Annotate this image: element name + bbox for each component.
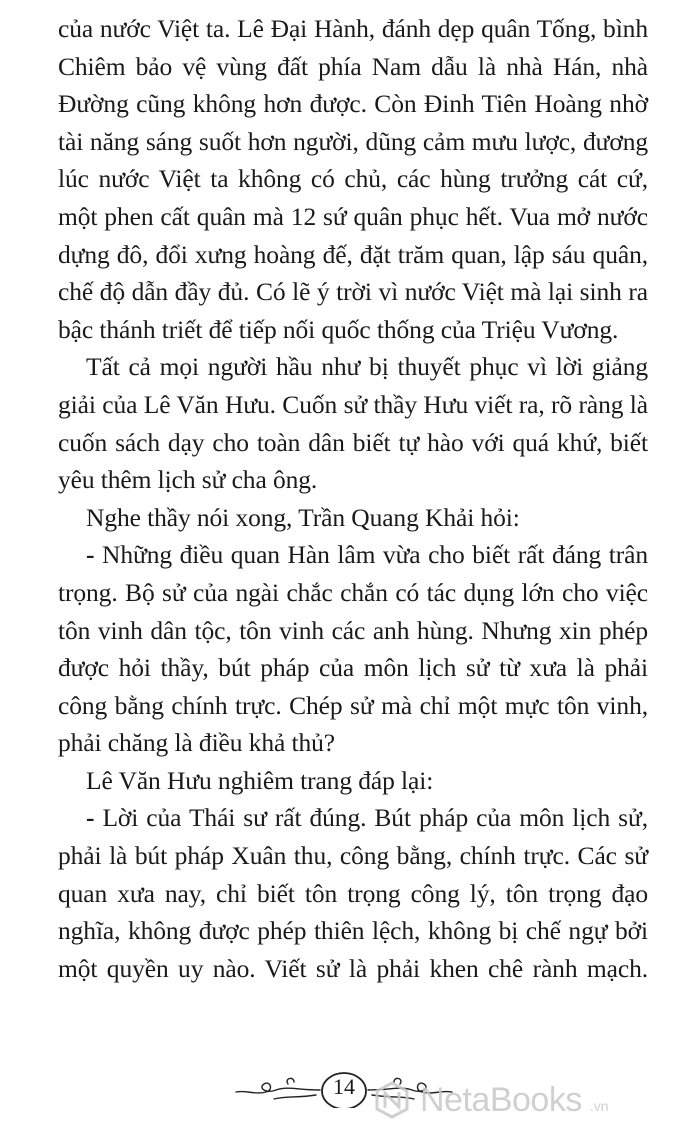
netabooks-logo-icon bbox=[372, 1080, 412, 1120]
page-body bbox=[58, 10, 648, 987]
paragraph-5: Lê Văn Hưu nghiêm trang đáp lại: bbox=[86, 765, 434, 795]
watermark-suffix: .vn bbox=[589, 1098, 609, 1114]
dialogue-dash: - bbox=[86, 540, 95, 570]
paragraph-1: của nước Việt ta. Lê Đại Hành, đánh dẹp quân Tống, bình Chiêm bảo vệ vùng đất phía Nam dẫu là nhà Hán, nhà Đường cũng không hơn được. Còn Đinh Tiên Hoàng nhờ tài năng sáng suốt hơn người, dũng cảm mưu lược, đương lúc nước Việt ta không có chủ, các hùng trưởng cát cứ, một phen cất quân mà 12 sứ quân phục hết. Vua mở nước dựng đô, đổi xưng hoàng đế, đặt trăm quan, lập sáu quân, chế độ dẫn đầy đủ. Có lẽ ý trời vì nước Việt mà lại sinh ra bậc thánh triết để tiếp nối quốc thống của Triệu Vương. bbox=[58, 14, 648, 344]
paragraph-3: Nghe thầy nói xong, Trần Quang Khải hỏi: bbox=[86, 502, 520, 532]
paragraph-4-text: Những điều quan Hàn lâm vừa cho biết rất đáng trân trọng. Bộ sử của ngài chắc chắn có tác dụng lớn cho việc tôn vinh dân tộc, tôn vinh các anh hùng. Nhưng xin phép được hỏi thầy, bút pháp của môn lịch sử từ xưa là phải công bằng chính trực. Chép sử mà chỉ một mực tôn vinh, phải chăng là điều khả thủ? bbox=[58, 540, 648, 758]
paragraph-4 bbox=[58, 536, 648, 762]
watermark-text: NetaBooks bbox=[420, 1080, 582, 1119]
dialogue-dash: - bbox=[86, 803, 95, 833]
paragraph-6-text: Lời của Thái sư rất đúng. Bút pháp của môn lịch sử, phải là bút pháp Xuân thu, công bằng, chính trực. Các sử quan xưa nay, chỉ biết tôn trọng công lý, tôn trọng đạo nghĩa, không được phép thiên lệch, không bị chế ngự bởi một quyền uy nào. Viết sử là phải khen chê rành mạch. bbox=[58, 803, 648, 983]
page-footer bbox=[0, 1060, 700, 1120]
paragraph-6 bbox=[58, 799, 648, 987]
page-number: 14 bbox=[333, 1074, 355, 1099]
watermark bbox=[372, 1080, 609, 1120]
paragraph-2: Tất cả mọi người hầu như bị thuyết phục vì lời giảng giải của Lê Văn Hưu. Cuốn sử thầy Hưu viết ra, rõ ràng là cuốn sách dạy cho toàn dân biết tự hào với quá khứ, biết yêu thêm lịch sử cha ông. bbox=[58, 352, 648, 495]
